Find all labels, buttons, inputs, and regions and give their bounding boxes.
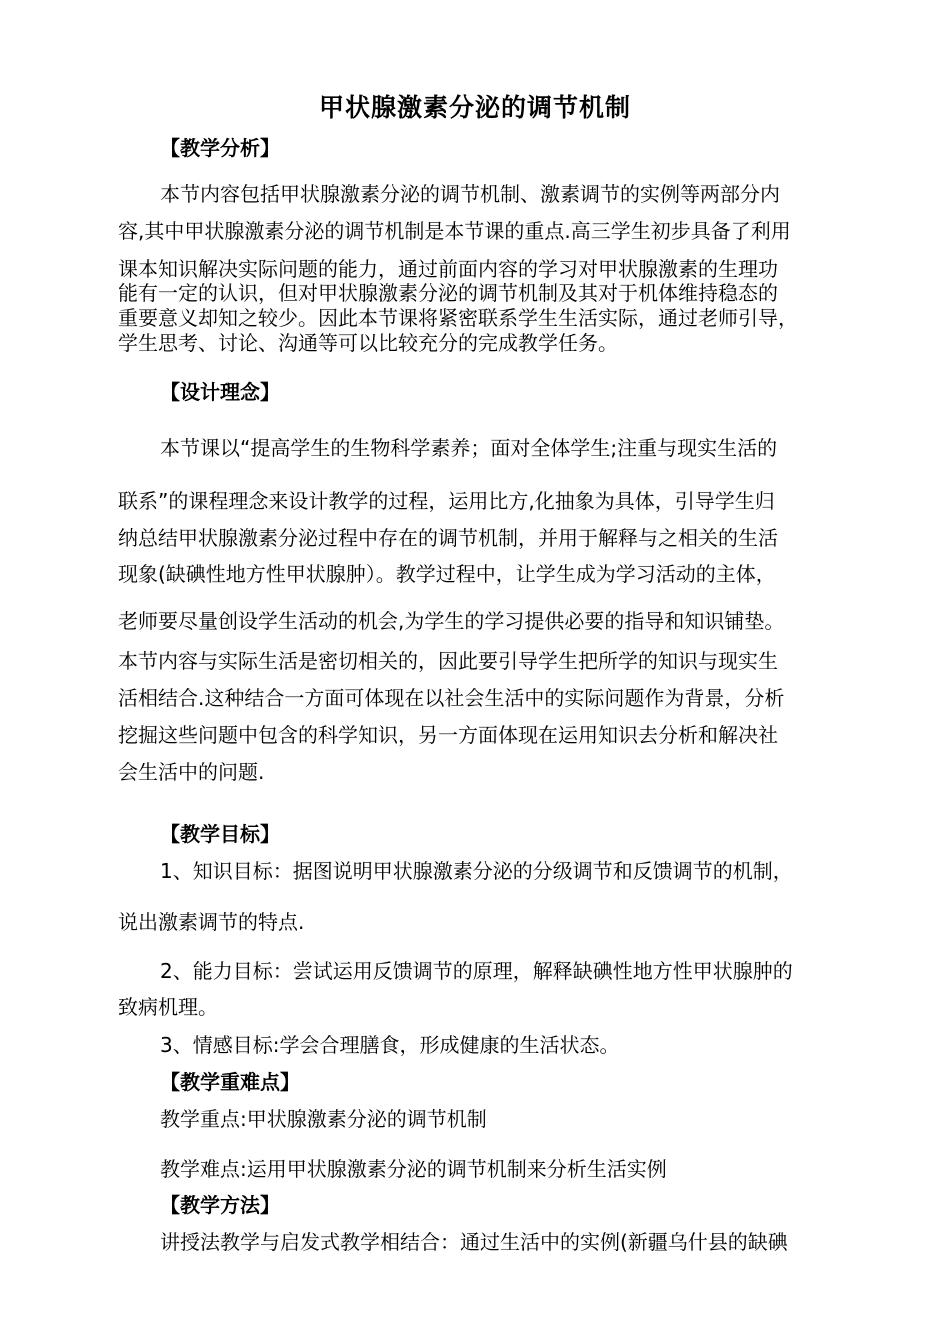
section-heading-methods: 【教学方法】: [160, 1193, 280, 1217]
paragraph-line: 容,其中甲状腺激素分泌的调节机制是本节课的重点.高三学生初步具备了利用: [118, 219, 791, 243]
paragraph-line: 本节内容包括甲状腺激素分泌的调节机制、激素调节的实例等两部分内: [160, 182, 780, 206]
document-title: 甲状腺激素分泌的调节机制: [318, 93, 631, 122]
paragraph-line: 致病机理。: [118, 995, 218, 1019]
section-heading-keypoints: 【教学重难点】: [160, 1070, 300, 1094]
paragraph-line: 讲授法教学与启发式教学相结合：通过生活中的实例(新疆乌什县的缺碘: [160, 1230, 788, 1254]
paragraph-line: 重要意义却知之较少。因此本节课将紧密联系学生生活实际，通过老师引导，: [118, 306, 798, 330]
paragraph-line: 课本知识解决实际问题的能力，通过前面内容的学习对甲状腺激素的生理功: [118, 257, 778, 281]
section-heading-concept: 【设计理念】: [160, 380, 280, 404]
paragraph-line: 纳总结甲状腺激素分泌过程中存在的调节机制，并用于解释与之相关的生活: [118, 526, 778, 550]
paragraph-line: 现象(缺碘性地方性甲状腺肿）。教学过程中，让学生成为学习活动的主体，: [118, 562, 776, 586]
paragraph-line: 学生思考、讨论、沟通等可以比较充分的完成教学任务。: [118, 331, 618, 355]
paragraph-line: 本节内容与实际生活是密切相关的，因此要引导学生把所学的知识与现实生: [118, 649, 778, 673]
paragraph-line: 2、能力目标：尝试运用反馈调节的原理，解释缺碘性地方性甲状腺肿的: [160, 959, 793, 983]
paragraph-line: 活相结合.这种结合一方面可体现在以社会生活中的实际问题作为背景，分析: [118, 686, 785, 710]
section-heading-goals: 【教学目标】: [160, 822, 280, 846]
paragraph-line: 1、知识目标：据图说明甲状腺激素分泌的分级调节和反馈调节的机制，: [160, 859, 793, 883]
paragraph-line: 能有一定的认识，但对甲状腺激素分泌的调节机制及其对于机体维持稳态的: [118, 281, 778, 305]
paragraph-line: 3、情感目标:学会合理膳食，形成健康的生活状态。: [160, 1033, 620, 1057]
section-heading-analysis: 【教学分析】: [160, 136, 280, 160]
paragraph-line: 说出激素调节的特点.: [118, 910, 305, 934]
paragraph-line: 会生活中的问题.: [118, 760, 265, 784]
paragraph-line: 教学难点:运用甲状腺激素分泌的调节机制来分析生活实例: [160, 1157, 667, 1181]
paragraph-line: 老师要尽量创设学生活动的机会,为学生的学习提供必要的指导和知识铺垫。: [118, 609, 785, 633]
paragraph-line: 挖掘这些问题中包含的科学知识，另一方面体现在运用知识去分析和解决社: [118, 723, 778, 747]
paragraph-line: 本节课以“提高学生的生物科学素养；面对全体学生;注重与现实生活的: [160, 436, 778, 460]
paragraph-line: 联系”的课程理念来设计教学的过程，运用比方,化抽象为具体，引导学生归: [118, 489, 775, 513]
paragraph-line: 教学重点:甲状腺激素分泌的调节机制: [160, 1107, 487, 1131]
